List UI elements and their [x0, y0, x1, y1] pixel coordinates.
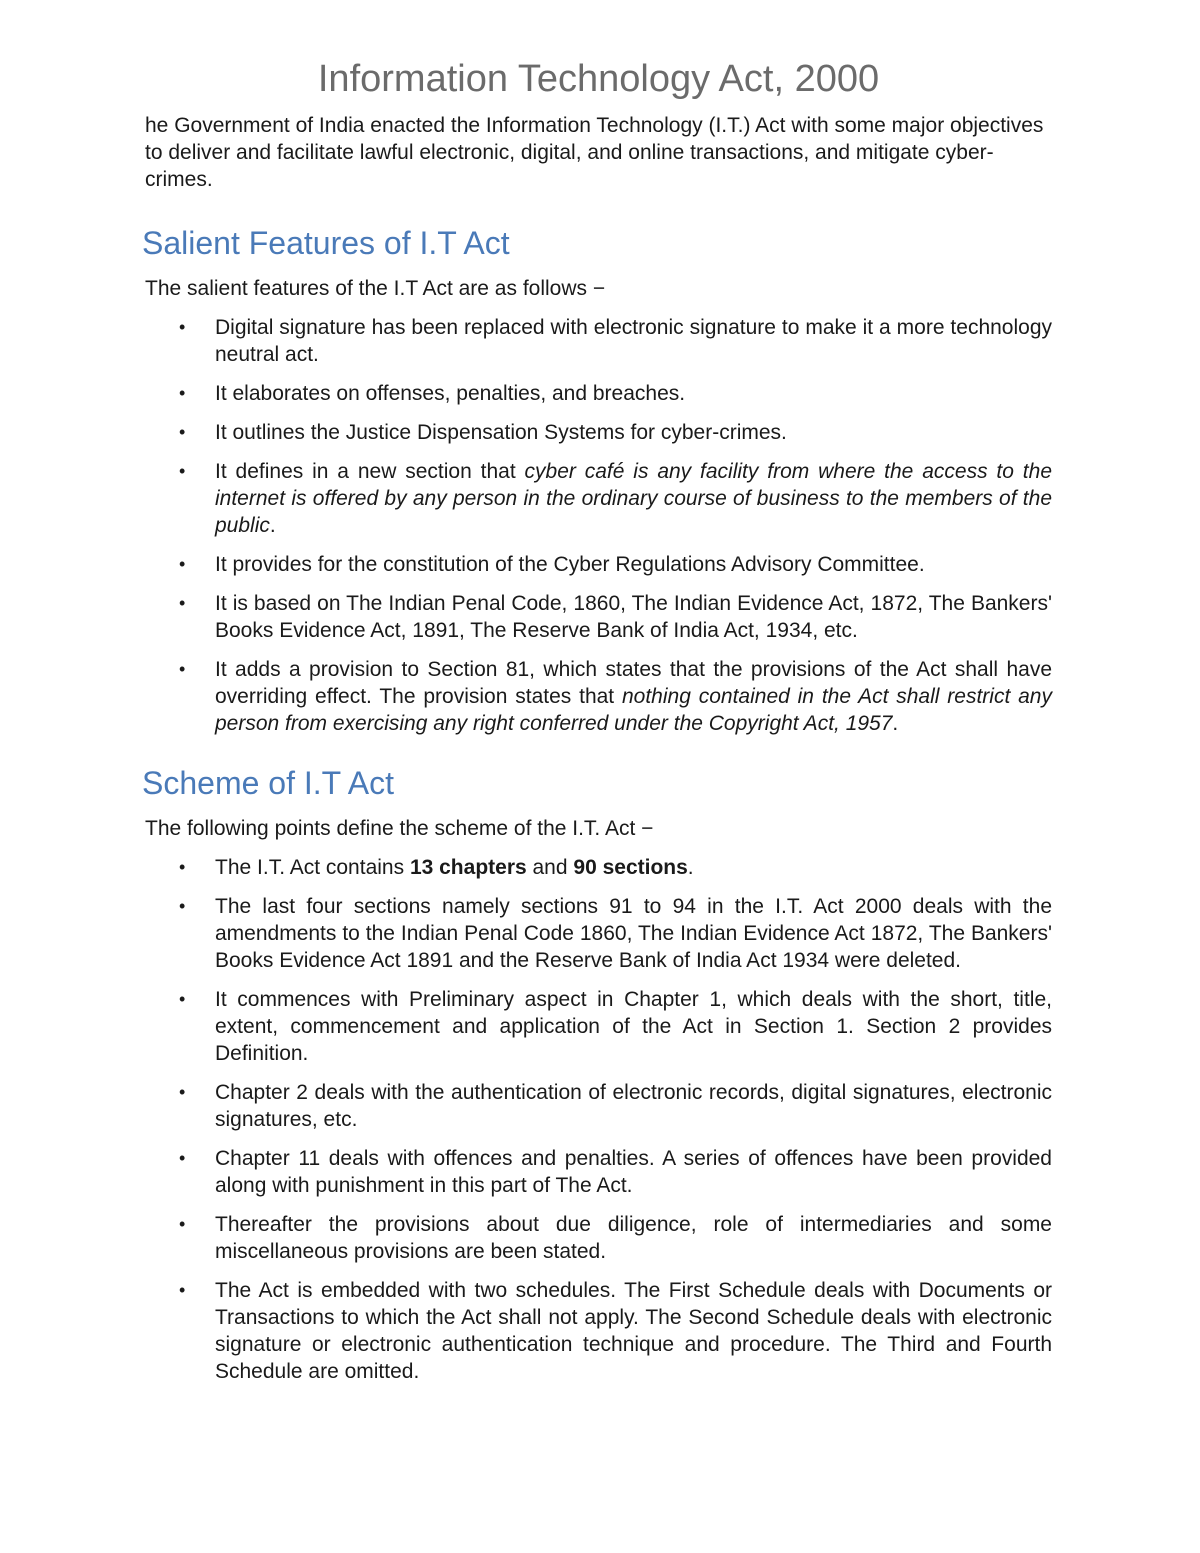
list-item-text: Digital signature has been replaced with electronic signature to make it a more technology neutral act. [215, 316, 1052, 366]
scheme-list [145, 854, 1052, 1385]
list-item-text: It provides for the constitution of the Cyber Regulations Advisory Committee. [215, 553, 925, 576]
italic-definition: cyber café is any facility from where the access to the internet is offered by any person in the ordinary course of business to the members of the public [215, 460, 1053, 537]
list-item [145, 1079, 1052, 1133]
list-item [145, 1211, 1052, 1265]
bullet-icon: • [179, 857, 186, 877]
bullet-icon: • [179, 1214, 186, 1234]
list-item-text: It is based on The Indian Penal Code, 1860, The Indian Evidence Act, 1872, The Bankers' Books Evidence Act, 1891, The Reserve Bank of India Act, 1934, etc. [215, 592, 1052, 642]
bullet-icon: • [179, 1148, 186, 1168]
bullet-icon: • [179, 554, 186, 574]
text-run: It adds a provision to Section 81, which states that the provisions of the Act shall have overriding effect. The provision states that [215, 658, 1052, 708]
list-item [145, 854, 1052, 881]
bullet-icon: • [179, 461, 186, 481]
list-item [145, 314, 1052, 368]
text-run: . [892, 712, 899, 735]
bullet-icon: • [179, 317, 186, 337]
list-item-text [215, 656, 1052, 737]
document-title: Information Technology Act, 2000 [317, 58, 880, 100]
list-item [145, 1145, 1052, 1199]
list-item [145, 986, 1052, 1067]
text-run: The I.T. Act contains [215, 856, 410, 879]
list-item-text: It commences with Preliminary aspect in Chapter 1, which deals with the short, title, extent, commencement and application of the Act in Section 1. Section 2 provides Definition. [215, 988, 1052, 1065]
scheme-heading: Scheme of I.T Act [142, 765, 394, 801]
bullet-icon: • [179, 593, 186, 613]
bullet-icon: • [179, 989, 186, 1009]
list-item [145, 590, 1052, 644]
bullet-icon: • [179, 383, 186, 403]
list-item-text: Chapter 11 deals with offences and penalties. A series of offences have been provided along with punishment in this part of The Act. [215, 1147, 1052, 1197]
list-item [145, 419, 1052, 446]
list-item-text [215, 458, 1052, 539]
salient-features-lead: The salient features of the I.T Act are as follows − [145, 277, 606, 300]
salient-features-heading: Salient Features of I.T Act [142, 225, 510, 261]
bullet-icon: • [179, 1082, 186, 1102]
bullet-icon: • [179, 1280, 186, 1300]
list-item-text: It outlines the Justice Dispensation Systems for cyber-crimes. [215, 421, 787, 444]
list-item [145, 1277, 1052, 1385]
list-item [145, 656, 1052, 737]
list-item [145, 380, 1052, 407]
list-item [145, 551, 1052, 578]
intro-paragraph: he Government of India enacted the Information Technology (I.T.) Act with some major objectives to deliver and facilitate lawful electronic, digital, and online transactions, and mitigate cyber-crimes. [145, 114, 1044, 191]
sections-count: 90 sections [573, 856, 688, 879]
list-item-text: It elaborates on offenses, penalties, and breaches. [215, 382, 686, 405]
list-item [145, 893, 1052, 974]
list-item-text: The Act is embedded with two schedules. The First Schedule deals with Documents or Transactions to which the Act shall not apply. The Second Schedule deals with electronic signature or electronic authentication technique and procedure. The Third and Fourth Schedule are omitted. [215, 1279, 1052, 1383]
list-item-text [215, 854, 1052, 881]
text-run: It defines in a new section that [215, 460, 525, 483]
bullet-icon: • [179, 422, 186, 442]
list-item-text: The last four sections namely sections 91 to 94 in the I.T. Act 2000 deals with the amendments to the Indian Penal Code 1860, The Indian Evidence Act 1872, The Bankers' Books Evidence Act 1891 and the Reserve Bank of India Act 1934 were deleted. [215, 895, 1052, 972]
text-run: . [687, 856, 694, 879]
bullet-icon: • [179, 659, 186, 679]
italic-quote: nothing contained in the Act shall restrict any person from exercising any right conferred under the Copyright Act, 1957 [215, 685, 1052, 735]
list-item-text: Thereafter the provisions about due diligence, role of intermediaries and some miscellaneous provisions are been stated. [215, 1213, 1052, 1263]
salient-features-list [145, 314, 1052, 737]
text-run: . [269, 514, 276, 537]
bullet-icon: • [179, 896, 186, 916]
list-item-text: Chapter 2 deals with the authentication of electronic records, digital signatures, electronic signatures, etc. [215, 1081, 1052, 1131]
scheme-lead: The following points define the scheme of the I.T. Act − [145, 817, 654, 840]
text-run: and [526, 856, 574, 879]
chapters-count: 13 chapters [409, 856, 527, 879]
list-item [145, 458, 1052, 539]
